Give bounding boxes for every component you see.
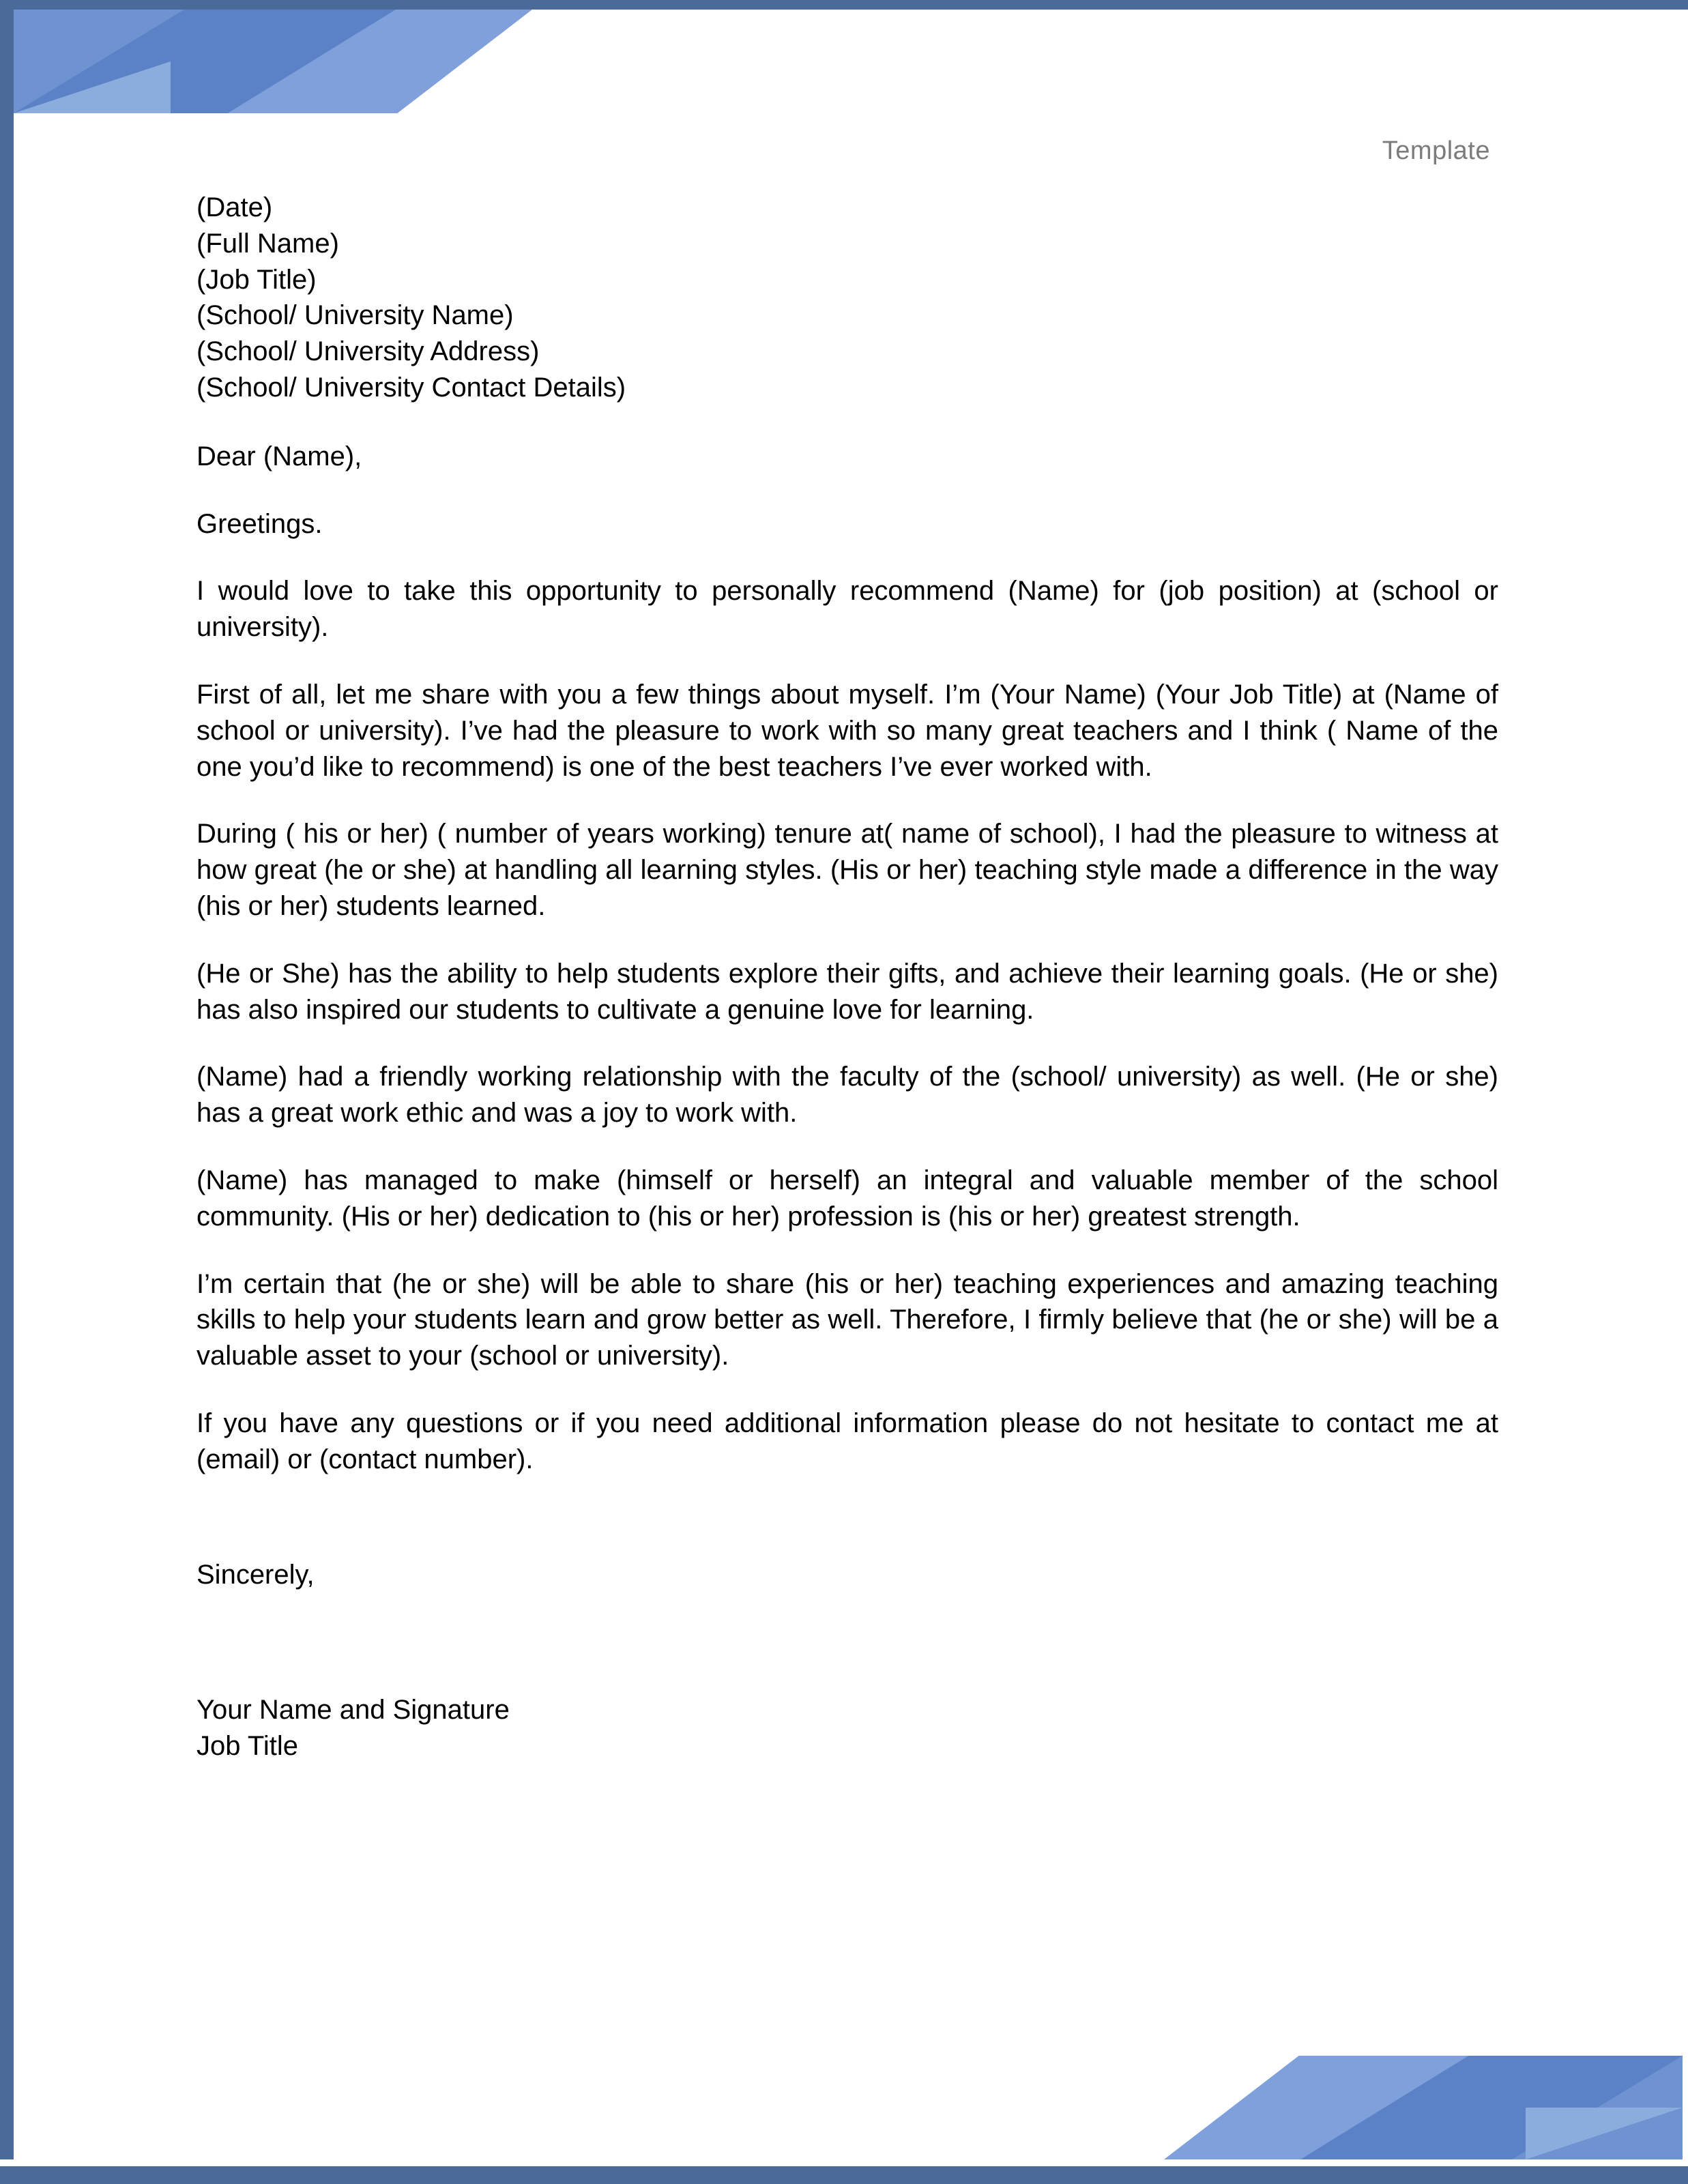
letter-body (197, 190, 1498, 1764)
paragraph-5: (Name) had a friendly working relationship with the faculty of the (school/ university) as well. (He or she) has a great work ethic and was a joy to work with. (197, 1062, 1498, 1129)
paragraph-8: If you have any questions or if you need additional information please do not hesitate to contact me at (email) or (contact number). (197, 1408, 1498, 1474)
paragraph-1: I would love to take this opportunity to personally recommend (Name) for (job position) at (school or university). (197, 576, 1498, 643)
right-page-edge (1683, 10, 1688, 2159)
paragraph-3: During ( his or her) ( number of years working) tenure at( name of school), I had the pleasure to witness at how great (he or she) at handling all learning styles. (His or her) teaching style made a difference in the way (his or her) students learned. (197, 819, 1498, 921)
address-line-school-contact: (School/ University Contact Details) (197, 372, 626, 403)
paragraph-7: I’m certain that (he or she) will be able to share (his or her) teaching experiences and amazing teaching skills to help your students learn and grow better as well. Therefore, I firmly believe that (he or she) will be a valuable asset to your (school or university). (197, 1268, 1498, 1371)
bottom-border-gap (0, 2159, 1688, 2166)
template-label: Template (1382, 136, 1490, 165)
paragraph-2: First of all, let me share with you a few things about myself. I’m (Your Name) (Your Job Title) at (Name of school or university). I’ve had the pleasure to work with so many great teachers and I think ( Name of the one you’d like to recommend) is one of the best teachers I’ve ever worked with. (197, 679, 1498, 782)
recipient-address-block (197, 190, 1498, 406)
address-line-full-name: (Full Name) (197, 228, 339, 259)
address-line-date: (Date) (197, 192, 273, 222)
signature-job-title-line: Job Title (197, 1731, 298, 1762)
greeting: Greetings. (197, 508, 323, 539)
paragraph-6: (Name) has managed to make (himself or herself) an integral and valuable member of the school community. (His or her) dedication to (his or her) profession is (his or her) greatest strength. (197, 1165, 1498, 1232)
paragraph-4: (He or She) has the ability to help students explore their gifts, and achieve their learning goals. (He or she) has also inspired our students to cultivate a genuine love for learning. (197, 958, 1498, 1025)
signature-block (197, 1692, 1498, 1764)
address-line-school-name: (School/ University Name) (197, 300, 514, 331)
bottom-border-bar (0, 2166, 1688, 2184)
salutation: Dear (Name), (197, 441, 362, 471)
left-border-bar (0, 0, 14, 2184)
address-line-school-address: (School/ University Address) (197, 336, 540, 367)
signature-name-line: Your Name and Signature (197, 1695, 510, 1726)
closing: Sincerely, (197, 1559, 315, 1590)
top-border-bar (0, 0, 1688, 10)
closing-spacer (197, 1509, 1498, 1557)
signature-spacer (197, 1624, 1498, 1692)
address-line-job-title: (Job Title) (197, 264, 317, 295)
